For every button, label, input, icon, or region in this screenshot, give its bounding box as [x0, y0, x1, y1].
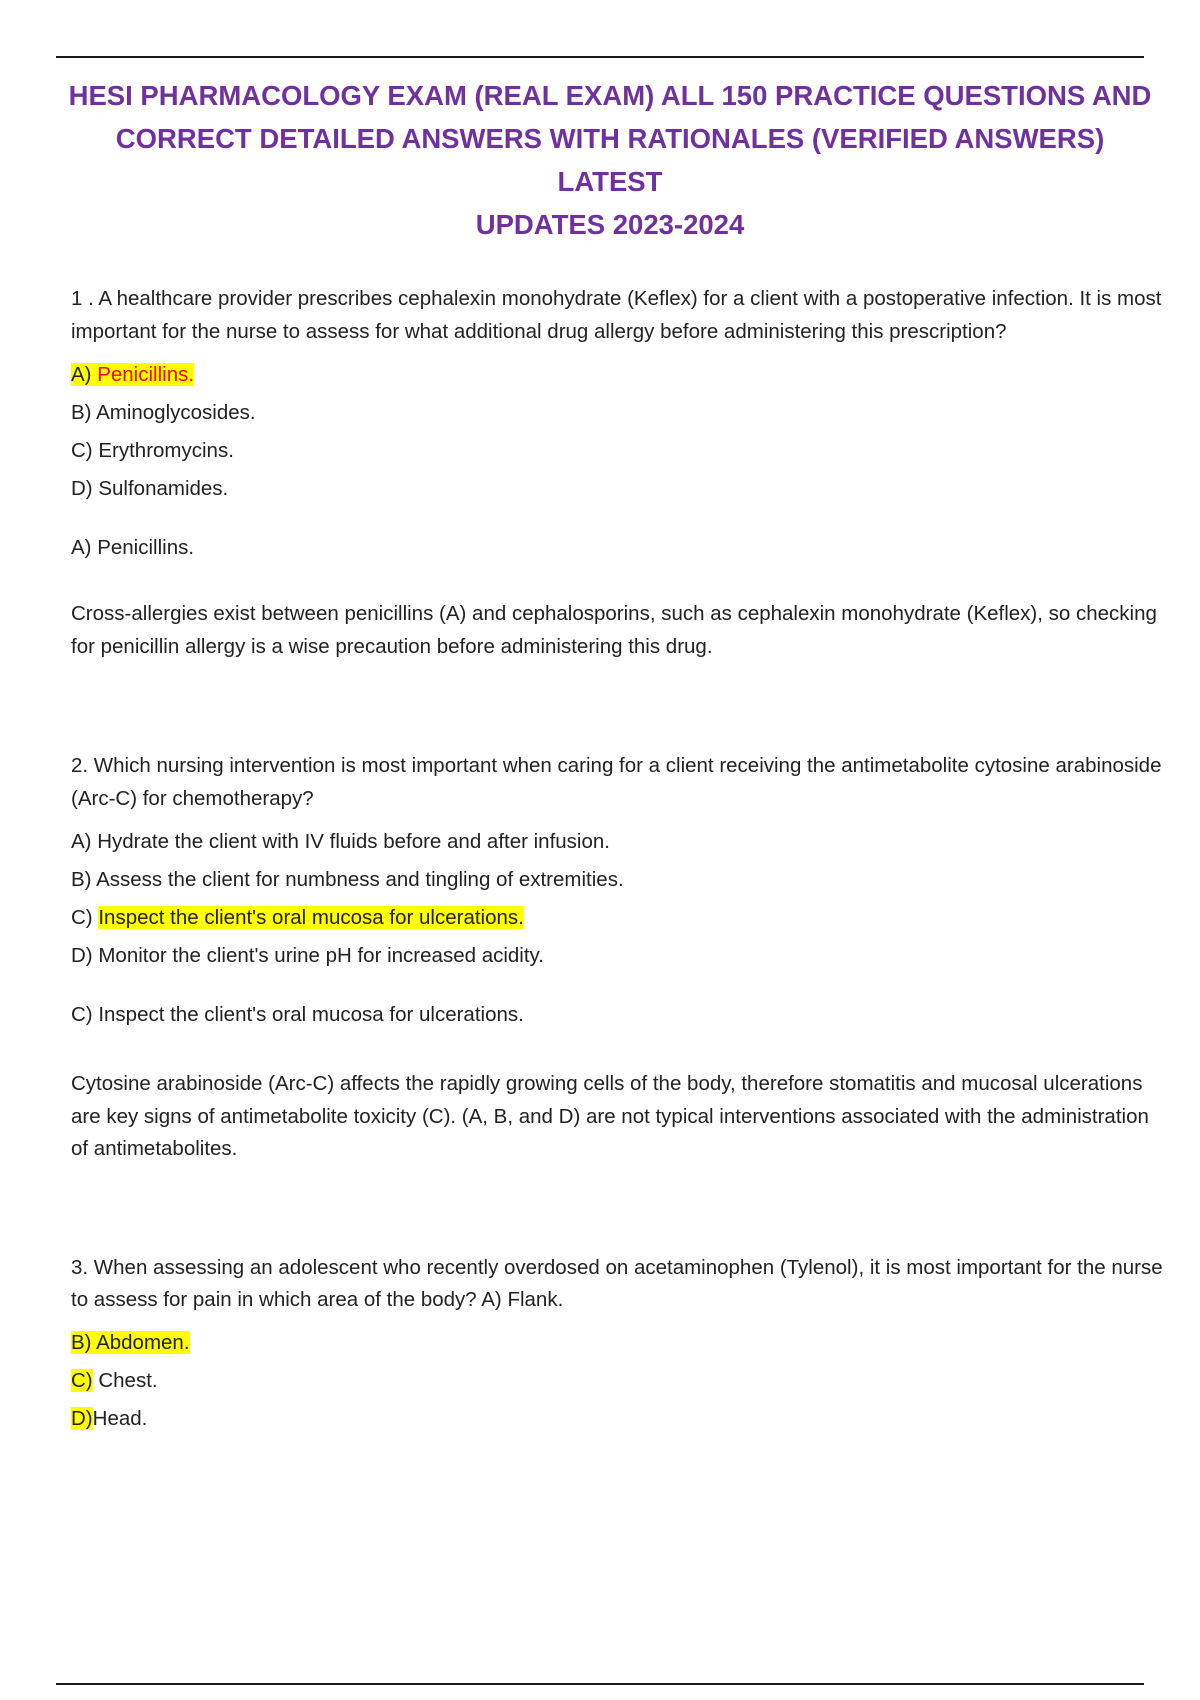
option-text: Head.: [92, 1406, 148, 1430]
option-text: Sulfonamides.: [98, 477, 229, 500]
correct-answer: A) Penicillins.: [71, 536, 195, 559]
options-list: [71, 1324, 1166, 1438]
option-b: [71, 1324, 1166, 1362]
rationale: Cross-allergies exist between penicillins (A) and cephalosporins, such as cephalexin monohydrate (Keflex), so checking for penicillin allergy is a wise precaution before administering this drug.: [71, 602, 1157, 658]
option-letter: D): [71, 477, 93, 500]
option-b: [71, 394, 1166, 432]
correct-answer: C) Inspect the client's oral mucosa for ulcerations.: [71, 1003, 524, 1026]
title-line: UPDATES 2023-2024: [475, 209, 745, 240]
option-c: [71, 1362, 1166, 1400]
options-list: [71, 356, 1166, 508]
option-letter: B): [71, 401, 92, 424]
option-d: [71, 470, 1166, 508]
question-list: [71, 282, 1166, 1438]
question-stem: 1 . A healthcare provider prescribes cephalexin monohydrate (Keflex) for a client with a postoperative infection. It is most important for the nurse to assess for what additional drug allergy before administering this prescription?: [71, 287, 1162, 343]
option-text: Assess the client for numbness and tingling of extremities.: [96, 868, 624, 891]
question-3: [71, 1252, 1166, 1438]
option-c: [71, 899, 1166, 937]
option-text: Erythromycins.: [98, 439, 234, 462]
top-rule: [56, 56, 1144, 58]
question-1: [71, 282, 1166, 663]
option-letter: D): [71, 1406, 93, 1430]
option-letter: C): [71, 1368, 93, 1392]
option-letter: A): [71, 363, 92, 386]
option-letter: C): [71, 439, 93, 462]
option-letter: A): [71, 830, 92, 853]
option-c: [71, 432, 1166, 470]
bottom-rule: [56, 1683, 1144, 1685]
option-b: [71, 861, 1166, 899]
title-line: CORRECT DETAILED ANSWERS WITH RATIONALES (VERIFIED ANSWERS) LATEST: [115, 123, 1105, 197]
option-text: Chest.: [98, 1368, 158, 1392]
question-stem: 2. Which nursing intervention is most important when caring for a client receiving the antimetabolite cytosine arabinoside (Arc-C) for chemotherapy?: [71, 754, 1162, 810]
rationale: Cytosine arabinoside (Arc-C) affects the rapidly growing cells of the body, therefore stomatitis and mucosal ulcerations are key signs of antimetabolite toxicity (C). (A, B, and D) are not typical interventions associated with the administration of antimetabolites.: [71, 1072, 1149, 1160]
option-text: Aminoglycosides.: [96, 401, 256, 424]
option-a: [71, 356, 1166, 394]
option-text: Inspect the client's oral mucosa for ulcerations.: [98, 906, 524, 929]
option-d: [71, 937, 1166, 975]
option-text: Abdomen.: [96, 1330, 190, 1354]
option-letter: C): [71, 906, 93, 929]
option-a: [71, 823, 1166, 861]
option-letter: B): [71, 1330, 92, 1354]
title-line: HESI PHARMACOLOGY EXAM (REAL EXAM) ALL 150 PRACTICE QUESTIONS AND: [68, 80, 1152, 111]
question-2: [71, 749, 1166, 1166]
option-letter: B): [71, 868, 92, 891]
document-title: [60, 74, 1160, 246]
option-text: Penicillins.: [97, 363, 195, 386]
options-list: [71, 823, 1166, 975]
option-text: Hydrate the client with IV fluids before and after infusion.: [97, 830, 610, 853]
option-letter: D): [71, 944, 93, 967]
question-stem: 3. When assessing an adolescent who recently overdosed on acetaminophen (Tylenol), it is most important for the nurse to assess for pain in which area of the body? A) Flank.: [71, 1255, 1163, 1311]
option-text: Monitor the client's urine pH for increased acidity.: [98, 944, 544, 967]
option-d: [71, 1400, 1166, 1438]
